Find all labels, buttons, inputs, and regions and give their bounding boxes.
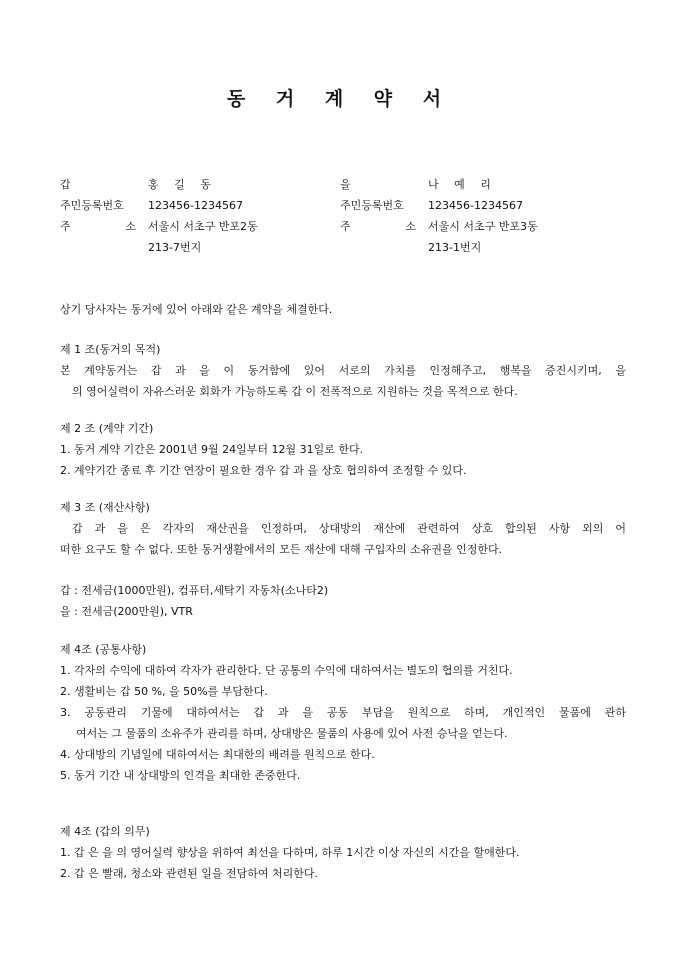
article-text: 본 계약동거는 갑 과 을 이 동거함에 있어 서로의 가치를 인정해주고, 행복을 증진시키며, 을 <box>60 364 626 377</box>
article-heading: 제 4조 (공통사항) <box>60 643 147 656</box>
party-a-id-label: 주민등록번호 <box>60 199 124 212</box>
article-heading: 제 2 조 (계약 기간) <box>60 422 154 435</box>
article-heading: 제 1 조(동거의 목적) <box>60 343 161 356</box>
party-b-address-detail: 213-1번지 <box>428 241 482 254</box>
party-a-address-label: 주 소 <box>60 220 136 233</box>
list-item: 2. 계약기간 종료 후 기간 연장이 필요한 경우 갑 과 을 상호 협의하여 조정할 수 있다. <box>60 464 467 477</box>
article-4-common <box>60 639 626 786</box>
list-item: 5. 동거 기간 내 상대방의 인격을 최대한 존중한다. <box>60 769 301 782</box>
party-a-name: 홍 길 동 <box>148 178 217 191</box>
article-3 <box>60 497 626 560</box>
list-item: 2. 갑 은 빨래, 청소와 관련된 일을 전담하여 처리한다. <box>60 867 318 880</box>
party-b-id-label: 주민등록번호 <box>340 199 404 212</box>
article-4-duties <box>60 821 626 884</box>
party-b-name: 나 예 리 <box>428 178 497 191</box>
list-item: 1. 갑 은 을 의 영어실력 향상을 위하여 최선을 다하며, 하루 1시간 이상 자신의 시간을 할애한다. <box>60 846 520 859</box>
party-a-address-detail: 213-7번지 <box>148 241 202 254</box>
article-text: 의 영어실력이 자유스러운 회화가 가능하도록 갑 이 전폭적으로 지원하는 것을 목적으로 한다. <box>72 385 518 398</box>
article-text: 갑 과 을 은 각자의 재산권을 인정하며, 상대방의 재산에 관련하여 상호 합의된 사항 외의 어 <box>72 522 626 535</box>
party-b <box>340 174 630 258</box>
article-heading: 제 4조 (갑의 의무) <box>60 825 150 838</box>
party-a-id: 123456-1234567 <box>148 199 243 212</box>
party-a <box>60 174 350 258</box>
article-text: 떠한 요구도 할 수 없다. 또한 동거생활에서의 모든 재산에 대해 구입자의 소유권을 인정한다. <box>60 543 503 556</box>
party-b-address: 서울시 서초구 반포3동 <box>428 220 538 233</box>
asset-party-a: 갑 : 전세금(1000만원), 컴퓨터,세탁기 자동차(소나타2) <box>60 584 329 597</box>
list-item: 3. 공동관리 기물에 대하여서는 갑 과 을 공동 부담을 원칙으로 하며, 개인적인 물품에 관하 <box>60 706 626 719</box>
list-item: 4. 상대방의 기념일에 대하여서는 최대한의 배려를 원칙으로 한다. <box>60 748 375 761</box>
document-title: 동 거 계 약 서 <box>226 88 454 110</box>
list-item: 1. 동거 계약 기간은 2001년 9월 24일부터 12월 31일로 한다. <box>60 443 364 456</box>
party-b-label: 을 <box>340 178 351 191</box>
list-item: 1. 각자의 수익에 대하여 각자가 관리한다. 단 공통의 수익에 대하여서는 별도의 협의를 거친다. <box>60 664 513 677</box>
list-item: 2. 생활비는 갑 50 %, 을 50%를 부담한다. <box>60 685 268 698</box>
party-a-label: 갑 <box>60 178 71 191</box>
article-1 <box>60 339 626 402</box>
party-b-address-label: 주 소 <box>340 220 416 233</box>
asset-list <box>60 580 626 622</box>
article-heading: 제 3 조 (재산사항) <box>60 501 150 514</box>
list-item: 여서는 그 물품의 소유주가 관리를 하며, 상대방은 물품의 사용에 있어 사전 승낙을 얻는다. <box>76 727 508 740</box>
asset-party-b: 을 : 전세금(200만원), VTR <box>60 605 193 618</box>
intro-text: 상기 당사자는 동거에 있어 아래와 같은 계약을 체결한다. <box>60 303 333 316</box>
party-b-id: 123456-1234567 <box>428 199 523 212</box>
article-2 <box>60 418 626 481</box>
party-a-address: 서울시 서초구 반포2동 <box>148 220 258 233</box>
